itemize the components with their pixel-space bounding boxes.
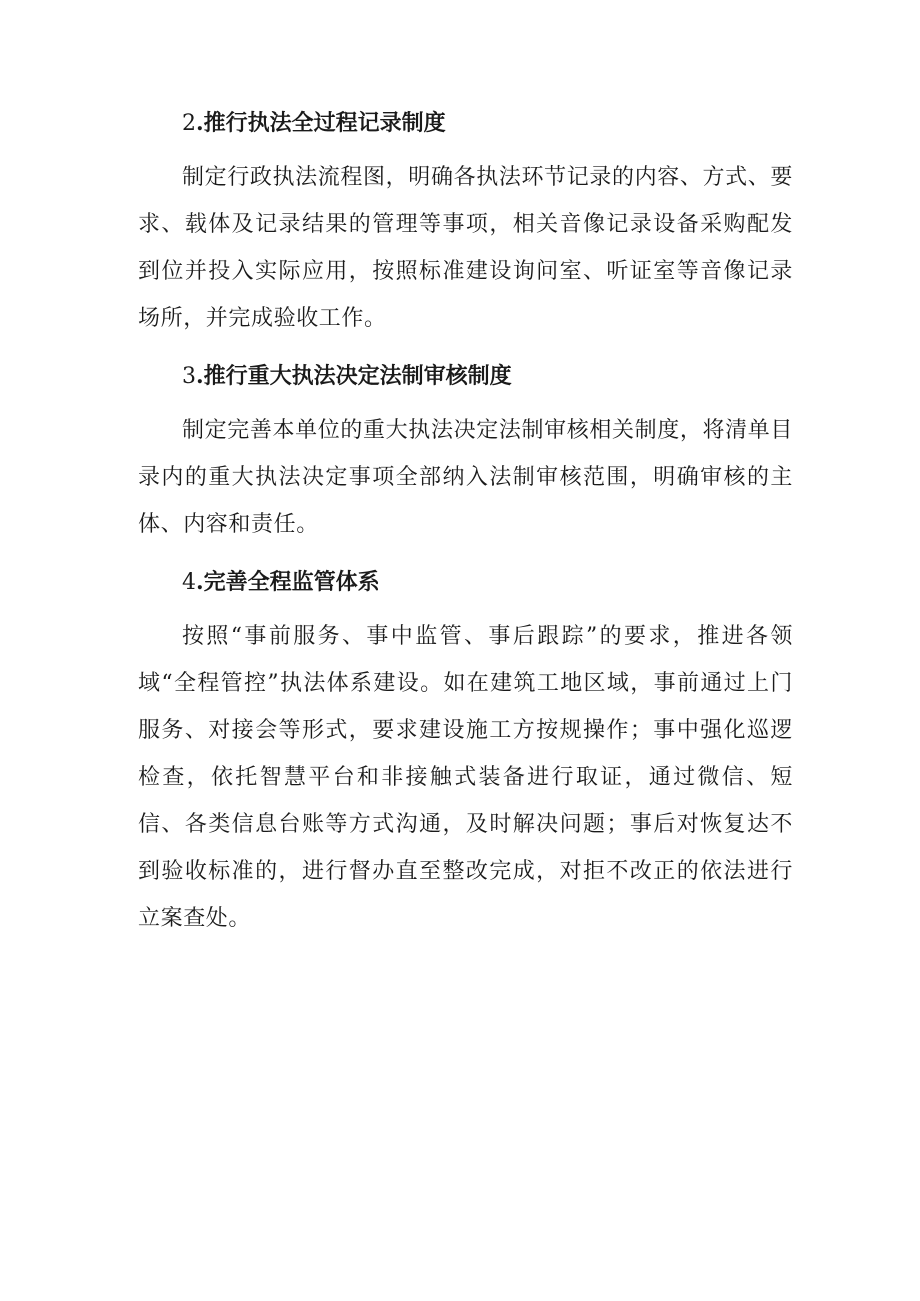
section-title: .推行重大执法决定法制审核制度 [196, 363, 512, 389]
section-paragraph-4: 按照“事前服务、事中监管、事后跟踪”的要求，推进各领域“全程管控”执法体系建设。如在建筑工地区域，事前通过上门服务、对接会等形式，要求建设施工方按规操作；事中强化巡逻检查，依托智慧平台和非接触式装备进行取证，通过微信、短信、各类信息台账等方式沟通，及时解决问题；事后对恢复达不到验收标准的，进行督办直至整改完成，对拒不改正的依法进行立案查处。 [138, 624, 793, 931]
section-paragraph-3: 制定完善本单位的重大执法决定法制审核相关制度，将清单目录内的重大执法决定事项全部纳入法制审核范围，明确审核的主体、内容和责任。 [138, 418, 793, 537]
section-number: 2 [182, 111, 196, 136]
section-title: .推行执法全过程记录制度 [196, 110, 446, 136]
section-number: 3 [182, 364, 196, 389]
section-heading-4 [138, 562, 793, 603]
section-paragraph-2: 制定行政执法流程图，明确各执法环节记录的内容、方式、要求、载体及记录结果的管理等事项，相关音像记录设备采购配发到位并投入实际应用，按照标准建设询问室、听证室等音像记录场所，并完成验收工作。 [138, 165, 793, 331]
section-number: 4 [182, 570, 196, 595]
section-heading-3 [138, 356, 793, 397]
section-heading-2 [138, 103, 793, 144]
section-title: .完善全程监管体系 [196, 569, 380, 595]
document-body [138, 103, 793, 942]
